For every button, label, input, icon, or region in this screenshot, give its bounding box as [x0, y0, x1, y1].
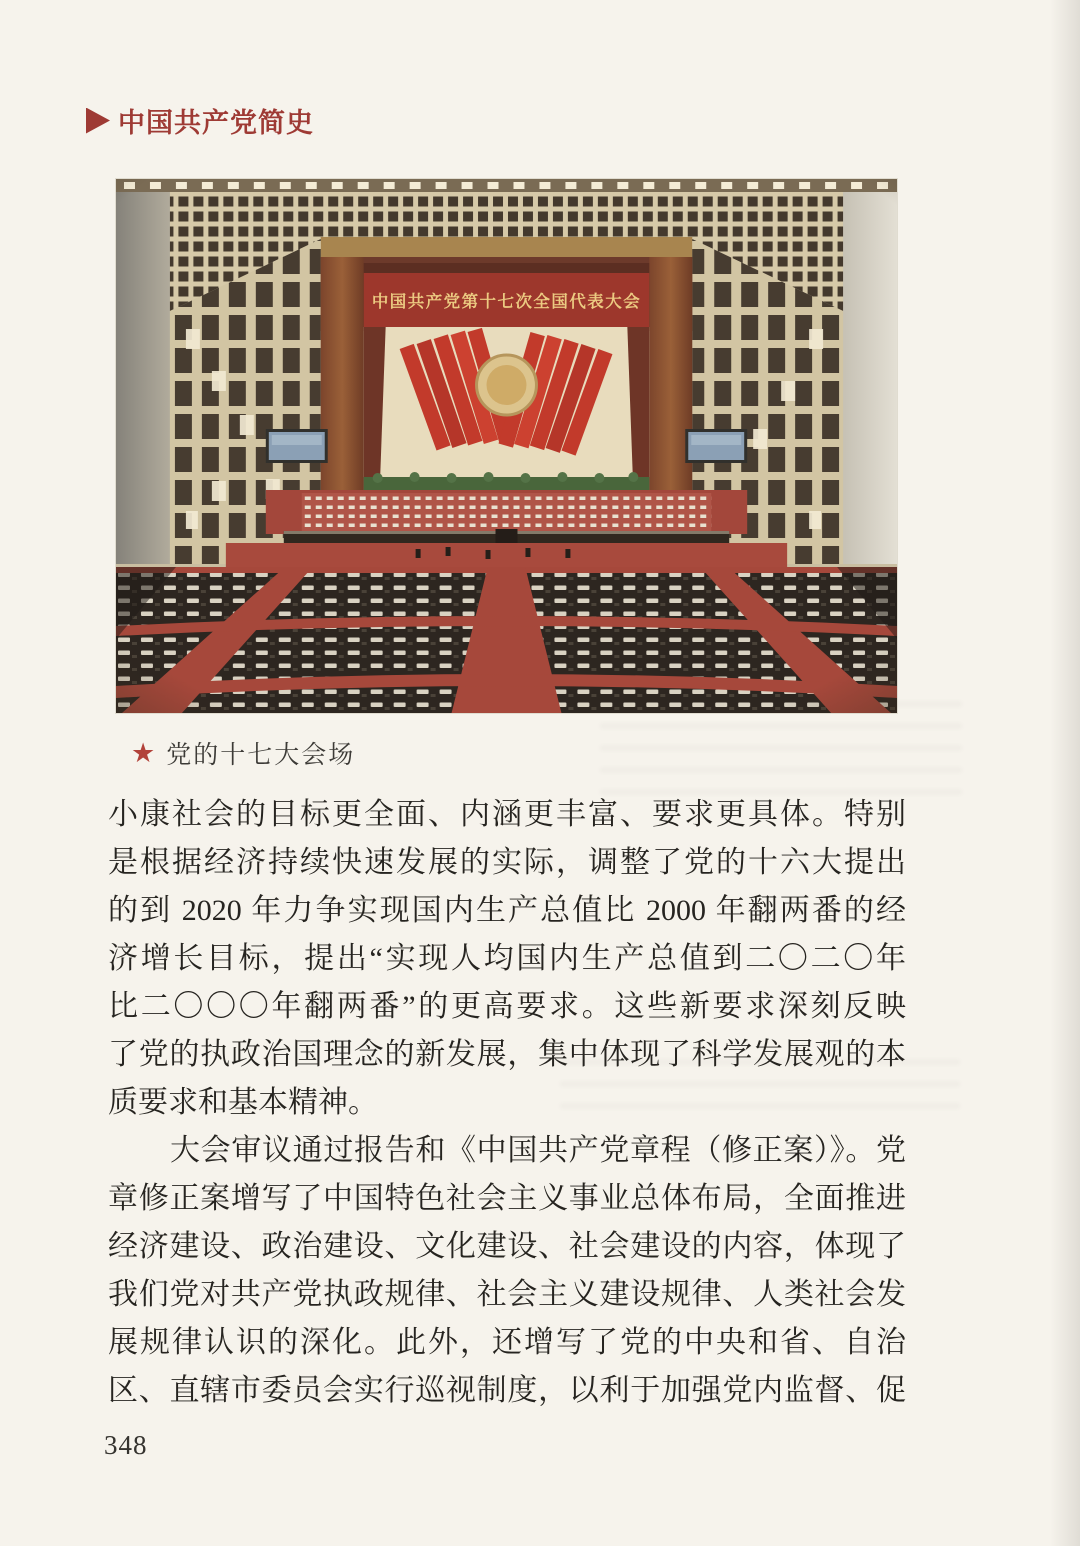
text-line: 比二〇〇〇年翻两番”的更高要求。这些新要求深刻反映	[108, 990, 906, 1023]
chapter-header	[86, 101, 314, 140]
text-line: 质要求和基本精神。	[108, 1086, 378, 1119]
body-text	[108, 791, 906, 1415]
page-bleed-ghost	[600, 702, 962, 798]
scan-edge-shadow	[1050, 0, 1080, 1546]
text-line: 展规律认识的深化。此外，还增写了党的中央和省、自治	[108, 1326, 906, 1359]
text-line: 区、直辖市委员会实行巡视制度，以利于加强党内监督、促	[108, 1374, 906, 1407]
text-line: 了党的执政治国理念的新发展，集中体现了科学发展观的本	[108, 1038, 906, 1071]
text-line: 的到 2020 年力争实现国内生产总值比 2000 年翻两番的经	[108, 894, 906, 927]
chapter-title: 中国共产党简史	[118, 108, 314, 138]
page-number: 348	[104, 1430, 148, 1460]
text-line: 我们党对共产党执政规律、社会主义建设规律、人类社会发	[108, 1278, 906, 1311]
text-line: 小康社会的目标更全面、内涵更丰富、要求更具体。特别	[108, 798, 906, 831]
congress-hall-illustration	[116, 179, 897, 713]
text-line: 经济建设、政治建设、文化建设、社会建设的内容，体现了	[108, 1230, 906, 1263]
photo-caption-text: 党的十七大会场	[166, 742, 356, 769]
text-line: 济增长目标，提出“实现人均国内生产总值到二〇二〇年	[108, 942, 906, 975]
text-line: 是根据经济持续快速发展的实际，调整了党的十六大提出	[108, 846, 906, 879]
congress-photo	[116, 179, 897, 713]
text-line: 章修正案增写了中国特色社会主义事业总体布局，全面推进	[108, 1182, 906, 1215]
star-icon: ★	[131, 737, 156, 768]
photo-caption	[131, 735, 355, 771]
arrow-right-icon	[86, 108, 110, 134]
text-line: 大会审议通过报告和《中国共产党章程（修正案）》。党	[170, 1134, 906, 1167]
